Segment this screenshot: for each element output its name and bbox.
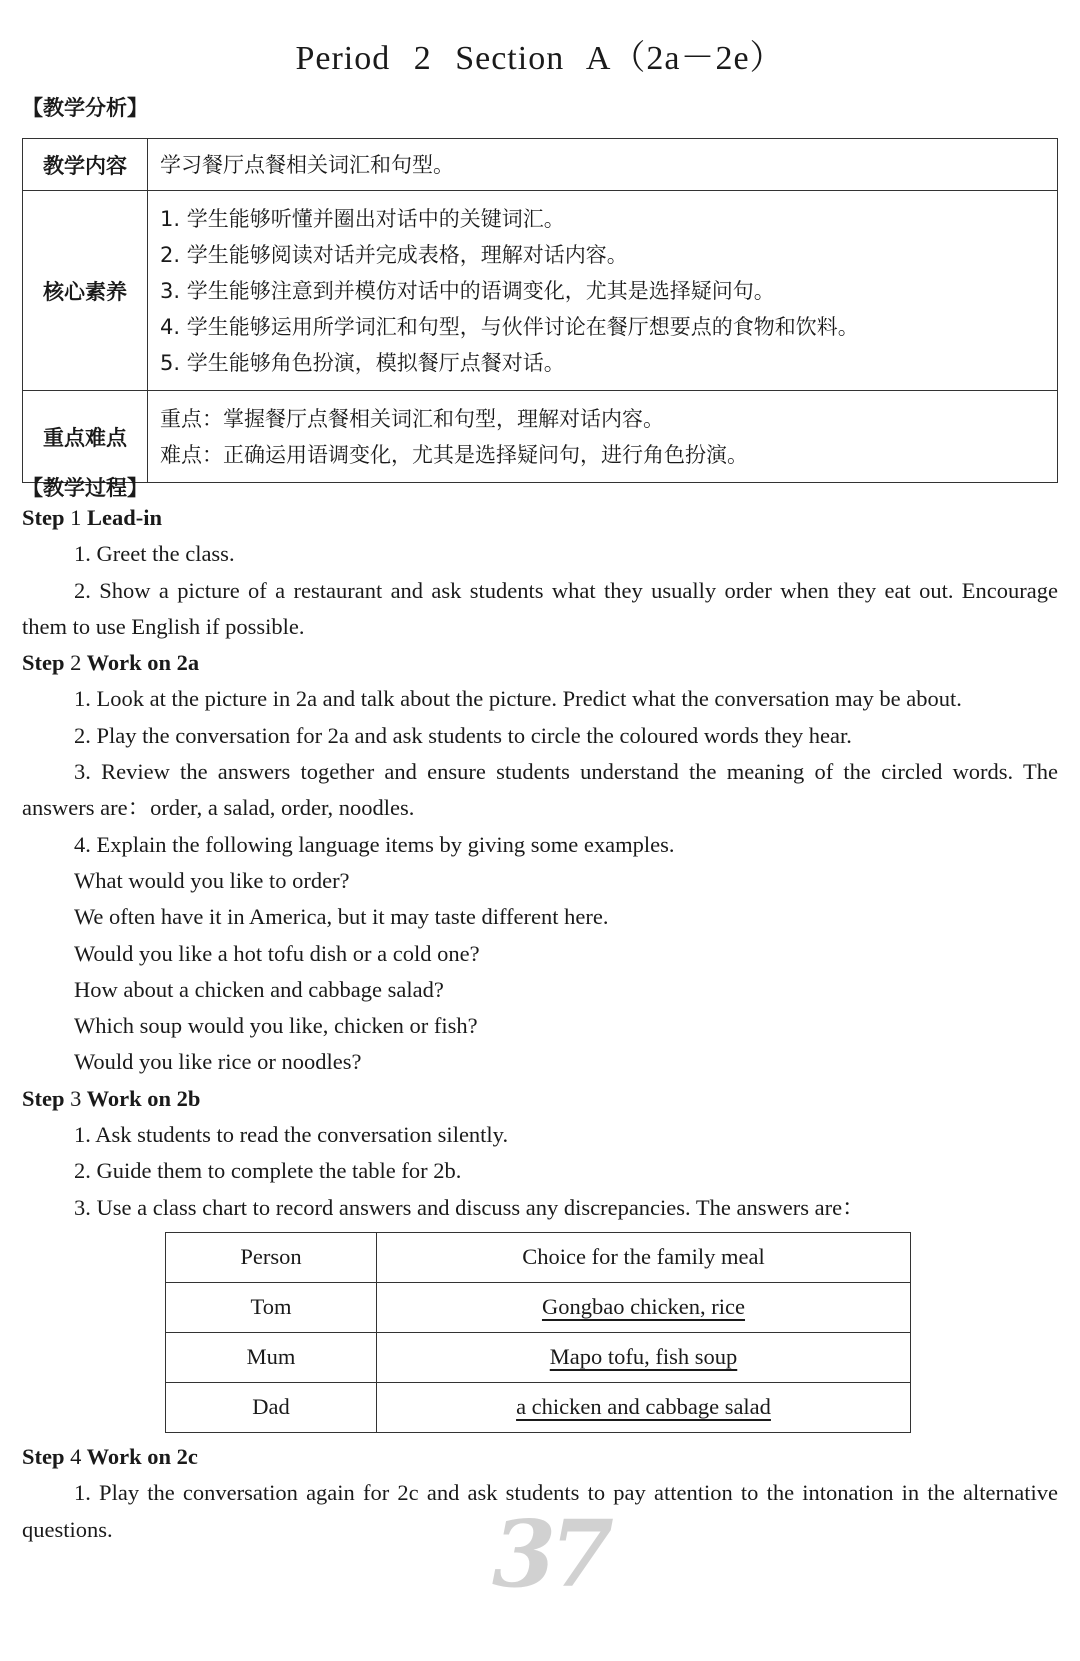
example-sentence: How about a chicken and cabbage salad?	[74, 976, 444, 1002]
analysis-line: 4. 学生能够运用所学词汇和句型，与伙伴讨论在餐厅想要点的食物和饮料。	[160, 314, 859, 339]
answers-choice-cell	[377, 1282, 911, 1332]
step-item: 2. Show a picture of a restaurant and ask students what they usually order when they eat out. Encourage them to use English if possible.	[22, 577, 1058, 639]
answers-person: Tom	[166, 1282, 377, 1332]
answers-row	[166, 1382, 911, 1432]
step-item: 2. Guide them to complete the table for 2b.	[74, 1158, 462, 1184]
page-title: Period 2 Section A（2a－2e）	[295, 40, 785, 77]
analysis-line: 3. 学生能够注意到并模仿对话中的语调变化，尤其是选择疑问句。	[160, 278, 775, 303]
step-item: 3. Review the answers together and ensure students understand the meaning of the circled words. The answers are：order, a salad, order, noodles.	[22, 759, 1058, 821]
analysis-line: 难点：正确运用语调变化，尤其是选择疑问句，进行角色扮演。	[160, 442, 748, 467]
step-heading	[22, 500, 1058, 536]
step-heading	[22, 1439, 1058, 1475]
example-sentence: What would you like to order?	[74, 867, 350, 893]
step-name: Work on 2c	[86, 1443, 198, 1469]
step-item: 1. Look at the picture in 2a and talk about the picture. Predict what the conversation may be about.	[74, 686, 962, 712]
example-sentence: We often have it in America, but it may taste different here.	[74, 904, 609, 930]
analysis-row-content	[23, 139, 1058, 191]
step-word: Step	[22, 1443, 65, 1469]
step-item: 4. Explain the following language items by giving some examples.	[74, 831, 675, 857]
step-item: 3. Use a class chart to record answers and discuss any discrepancies. The answers are：	[74, 1194, 865, 1220]
analysis-label: 教学内容	[23, 139, 148, 191]
answers-choice-cell	[377, 1332, 911, 1382]
step-number: 2	[70, 650, 82, 676]
example-sentence: Would you like a hot tofu dish or a cold one?	[74, 940, 480, 966]
example-sentence: Would you like rice or noodles?	[74, 1049, 362, 1075]
answers-row	[166, 1332, 911, 1382]
answers-header: Person	[166, 1232, 377, 1282]
step-item: 1. Ask students to read the conversation silently.	[74, 1122, 509, 1148]
step-name: Lead-in	[87, 505, 163, 530]
analysis-row-competence	[23, 191, 1058, 391]
answers-choice-cell	[377, 1382, 911, 1432]
step-heading	[22, 645, 1058, 681]
answers-person: Mum	[166, 1332, 377, 1382]
analysis-line: 重点：掌握餐厅点餐相关词汇和句型，理解对话内容。	[160, 406, 664, 431]
analysis-cell	[148, 191, 1058, 391]
analysis-line: 学习餐厅点餐相关词汇和句型。	[160, 152, 454, 177]
analysis-line: 2. 学生能够阅读对话并完成表格，理解对话内容。	[160, 242, 628, 267]
step-number: 3	[70, 1085, 82, 1111]
page-number: 37	[492, 1500, 609, 1608]
analysis-line: 5. 学生能够角色扮演，模拟餐厅点餐对话。	[160, 350, 565, 375]
analysis-heading: 【教学分析】	[22, 96, 148, 120]
step-number: 4	[70, 1443, 82, 1469]
step-item: 1. Greet the class.	[74, 541, 235, 567]
analysis-cell	[148, 391, 1058, 483]
answers-person: Dad	[166, 1382, 377, 1432]
analysis-row-focus	[23, 391, 1058, 483]
step-item: 1. Play the conversation again for 2c and ask students to pay attention to the intonation in the alternative questions.	[22, 1480, 1058, 1542]
analysis-line: 1. 学生能够听懂并圈出对话中的关键词汇。	[160, 206, 565, 231]
answers-header: Choice for the family meal	[377, 1232, 911, 1282]
step-heading	[22, 1081, 1058, 1117]
analysis-table	[22, 138, 1058, 483]
analysis-label: 重点难点	[23, 391, 148, 483]
step-word: Step	[22, 505, 65, 530]
step-name: Work on 2b	[86, 1085, 201, 1111]
answers-choice: Gongbao chicken, rice	[541, 1294, 746, 1320]
example-sentence: Which soup would you like, chicken or fish?	[74, 1013, 478, 1039]
answers-table	[165, 1232, 911, 1433]
process-heading: 【教学过程】	[22, 476, 148, 500]
step-item: 2. Play the conversation for 2a and ask students to circle the coloured words they hear.	[74, 722, 852, 748]
step-word: Step	[22, 1085, 65, 1111]
analysis-label: 核心素养	[23, 191, 148, 391]
lesson-body	[22, 500, 1058, 1548]
answers-header-row	[166, 1232, 911, 1282]
step-name: Work on 2a	[86, 650, 200, 676]
analysis-cell	[148, 139, 1058, 191]
answers-choice: Mapo tofu, fish soup	[549, 1344, 738, 1370]
step-word: Step	[22, 650, 65, 676]
step-number: 1	[70, 505, 82, 530]
answers-row	[166, 1282, 911, 1332]
answers-choice: a chicken and cabbage salad	[516, 1394, 771, 1420]
